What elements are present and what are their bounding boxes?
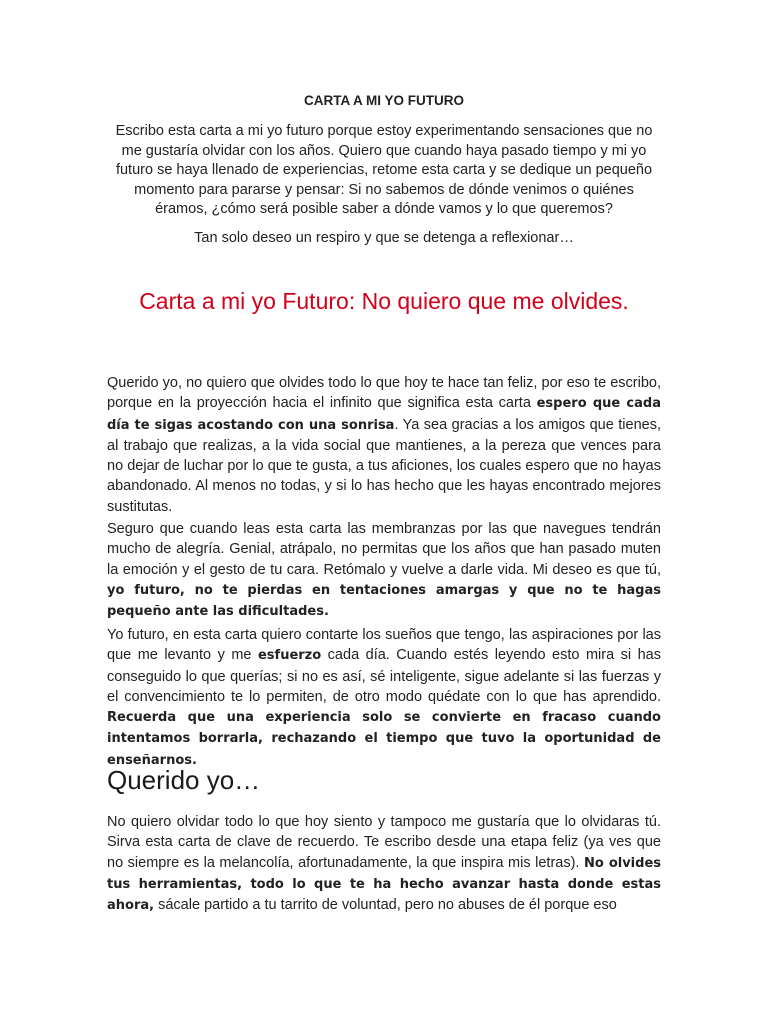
intro-paragraph: Escribo esta carta a mi yo futuro porque estoy experimentando sensaciones que no me gustaría olvidar con los años. Quiero que cuando haya pasado tiempo y mi yo futuro se haya llenado de experiencias, retome esta carta y se dedique un pequeño momento para pararse y pensar: Si no sabemos de dónde venimos o quiénes éramos, ¿cómo será posible saber a dónde vamos y lo que queremos? xyxy=(115,123,653,217)
body-paragraph-2 xyxy=(107,519,661,622)
intro-closing-line: Tan solo deseo un respiro y que se detenga a reflexionar… xyxy=(194,230,574,246)
p3-text-c: cada día. Cuando estés leyendo esto mira si has conseguido lo que querías; si no es así, sé inteligente, sigue adelante si las fuerzas y el convencimiento te lo permiten, de otro modo quédate con lo que has aprendido. xyxy=(107,647,661,705)
p3-text-a: Yo futuro, en esta carta quiero contarte los sueños que tengo, las aspiraciones por las que me levanto y me xyxy=(107,627,661,664)
p4-bold-text: No olvides tus herramientas, todo lo que te ha hecho avanzar hasta donde estas ahora, xyxy=(107,855,661,914)
body-paragraph-3 xyxy=(107,625,661,771)
red-subtitle: Carta a mi yo Futuro: No quiero que me olvides. xyxy=(139,288,629,314)
body-paragraph-1 xyxy=(107,373,661,517)
p4-text-a: No quiero olvidar todo lo que hoy siento y tampoco me gustaría que lo olvidaras tú. Sirva esta carta de clave de recuerdo. Te escribo desde una etapa feliz (ya ves que no siempre es la melancolía, afortunadamente, la que inspira mis letras). xyxy=(107,814,661,871)
body-paragraph-4 xyxy=(107,812,661,916)
p1-bold-text: espero que cada día te sigas acostando con una sonrisa xyxy=(107,396,661,433)
p1-text-a: Querido yo, no quiero que olvides todo lo que hoy te hace tan feliz, por eso te escribo, porque en la proyección hacia el infinito que significa esta carta xyxy=(107,375,661,412)
p4-text-c: sácale partido a tu tarrito de voluntad, pero no abuses de él porque eso xyxy=(154,897,617,914)
section-heading: Querido yo… xyxy=(107,765,261,795)
p3-bold-text: Recuerda que una experiencia solo se convierte en fracaso cuando intentamos borrarla, rechazando el tiempo que tuvo la oportunidad de enseñarnos. xyxy=(107,710,661,768)
p2-bold-text: yo futuro, no te pierdas en tentaciones amargas y que no te hagas pequeño ante las dificultades. xyxy=(107,582,661,620)
document-title: CARTA A MI YO FUTURO xyxy=(304,93,464,108)
p2-text-a: Seguro que cuando leas esta carta las membranzas por las que navegues tendrán mucho de alegría. Genial, atrápalo, no permitas que los años que han pasado muten la emoción y el gesto de tu cara. Retómalo y vuelve a darle vida. Mi deseo es que tú, xyxy=(107,521,661,578)
p1-text-c: . Ya sea gracias a los amigos que tienes, al trabajo que realizas, a la vida social que mantienes, a la pereza que vences para no dejar de luchar por lo que te gusta, a tus aficiones, los cuales espero que no hayas abandonado. Al menos no todas, y si lo has hecho que les hayas encontrado mejores sustitutas. xyxy=(107,416,661,515)
p3-bold-word: esfuerzo xyxy=(257,648,322,664)
